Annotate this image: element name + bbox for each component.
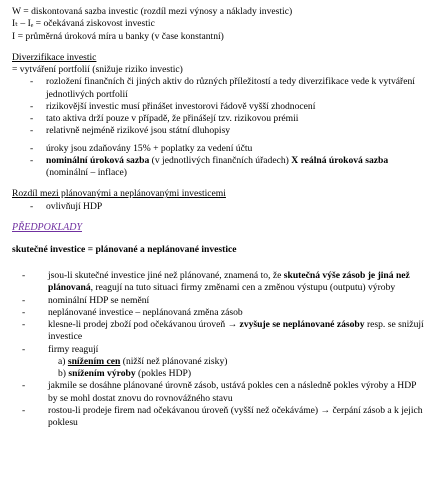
sub-item-bold: snížením výroby bbox=[68, 368, 136, 380]
diversification-item: - relativně nejméně rizikové jsou státní dluhopisy bbox=[12, 125, 428, 137]
point-text: rostou-li prodeje firem nad očekávanou úroveň (vyšší než očekáváme) bbox=[48, 404, 321, 416]
sub-item-b: b) snížením výroby (pokles HDP) bbox=[58, 368, 192, 380]
point-bold: zvyšuje se neplánované zásoby bbox=[237, 319, 365, 331]
difference-heading: Rozdíl mezi plánovanými a neplánovanými investicemi bbox=[12, 188, 226, 200]
point-item: - jakmile se dosáhne plánované úrovně zásob, ustává pokles cen a následně pokles výroby a HDP by se mohl dostat znovu do rovnovážného stavu bbox=[12, 380, 428, 405]
point-item: - firmy reagují bbox=[12, 344, 428, 356]
point-item bbox=[12, 405, 428, 430]
real-rate-term: X reálná úroková sazba bbox=[291, 154, 389, 166]
point-text: jsou-li skutečné investice jiné než plánované, znamená to, že bbox=[48, 270, 284, 282]
diversification-item: - tato aktiva drží pouze v případě, že přinášejí tzv. rizikovou prémii bbox=[12, 113, 428, 125]
point-bold: skutečná výše zásob je jiná než plánovaná bbox=[48, 270, 410, 294]
diversification-subtitle: = vytváření portfolií (snižuje riziko investic) bbox=[12, 64, 183, 76]
point-item bbox=[12, 270, 428, 295]
diversification-heading: Diverzifikace investic bbox=[12, 51, 97, 63]
sub-item-a: a) snížením cen (nižší než plánované zisky) bbox=[58, 355, 228, 367]
diversification-item: - rozložení finančních či jiných aktiv do různých příležitostí a tedy diverzifikace vede k vytváření jednotlivých portfolií bbox=[12, 76, 428, 101]
point-text: čerpání zásob a k jejich poklesu bbox=[48, 404, 423, 429]
difference-item: - ovlivňují HDP bbox=[12, 201, 428, 213]
definition-ie: Iₜ – Iₑ = očekávaná ziskovost investic bbox=[12, 18, 155, 30]
assumptions-heading: PŘEDPOKLADY bbox=[12, 221, 82, 233]
definition-i: I = průměrná úroková míra u banky (v čase konstantní) bbox=[12, 30, 224, 42]
point-item bbox=[12, 319, 428, 344]
point-item: - neplánované investice – neplánovaná změna zásob bbox=[12, 307, 428, 319]
nominal-rate-term: nominální úroková sazba bbox=[46, 154, 150, 166]
investment-equation: skutečné investice = plánované a neplánované investice bbox=[12, 243, 237, 255]
diversification-item: - úroky jsou zdaňovány 15% + poplatky za vedení účtu bbox=[12, 143, 428, 155]
sub-item-bold: snížením cen bbox=[67, 355, 121, 367]
real-rate-note: (nominální – inflace) bbox=[46, 167, 127, 179]
point-text: , reagují na tuto situaci firmy změnami cen a změnou výstupu (outputu) výroby bbox=[90, 282, 396, 294]
point-text: klesne-li prodej zboží pod očekávanou úroveň bbox=[48, 319, 228, 331]
interest-rate-item bbox=[12, 155, 428, 180]
point-text: resp. se snižují investice bbox=[48, 319, 424, 343]
arrow-icon: → bbox=[227, 319, 238, 331]
point-item: - nominální HDP se nemění bbox=[12, 295, 428, 307]
diversification-item: - rizikovější investic musí přinášet investorovi řádově vyšší zhodnocení bbox=[12, 101, 428, 113]
nominal-rate-note: (v jednotlivých finančních úřadech) bbox=[149, 154, 292, 166]
arrow-icon: → bbox=[320, 404, 331, 416]
definition-w: W = diskontovaná sazba investic (rozdíl mezi výnosy a náklady investic) bbox=[12, 6, 293, 17]
